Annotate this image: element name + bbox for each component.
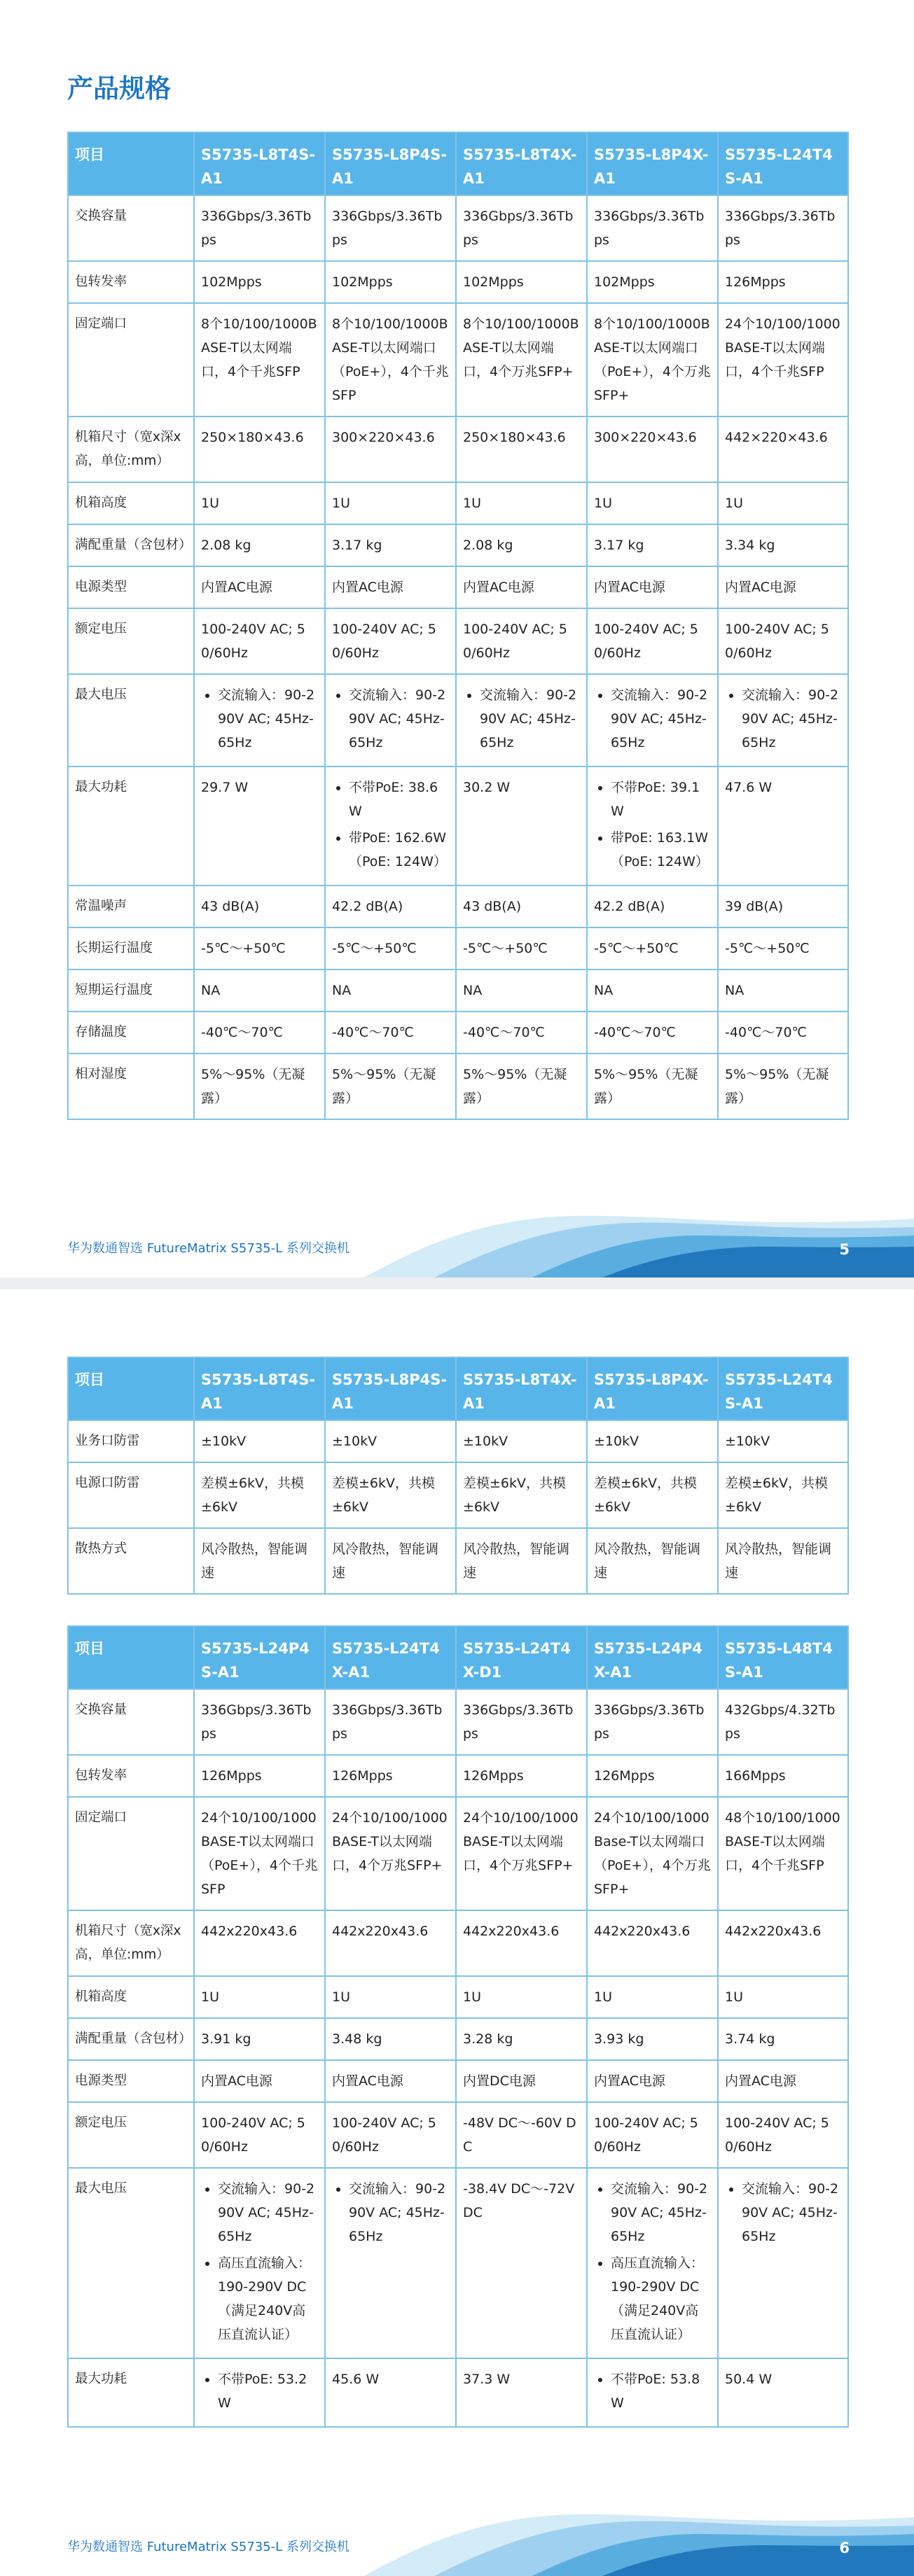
row-label: 短期运行温度 (68, 969, 194, 1011)
table-cell: 3.34 kg (718, 524, 848, 566)
cell-bullet-item: • 交流输入：90-290V AC; 45Hz-65Hz (349, 683, 449, 755)
table-cell (587, 766, 718, 886)
table-cell: 102Mpps (456, 261, 587, 303)
table-cell: 336Gbps/3.36Tbps (587, 195, 718, 261)
table-cell: 1U (325, 482, 456, 524)
cell-bullet-item: • 不带PoE: 53.8W (611, 2367, 711, 2415)
table-cell: 39 dB(A) (718, 886, 848, 927)
cell-bullet-list (594, 776, 711, 874)
table-cell: -5℃～+50℃ (718, 927, 848, 969)
table-cell: -5℃～+50℃ (587, 927, 718, 969)
table-cell: 5%～95%（无凝露） (587, 1054, 718, 1119)
table-cell (587, 674, 718, 766)
table-cell: 内置DC电源 (456, 2060, 587, 2102)
table-row (68, 766, 848, 886)
column-header-model: S5735-L24T4X-D1 (456, 1626, 587, 1689)
table-cell: -38.4V DC～-72V DC (456, 2168, 587, 2358)
row-label: 包转发率 (68, 261, 194, 303)
row-label: 电源类型 (68, 2060, 194, 2102)
table-cell: 1U (587, 1976, 718, 2018)
table-row (68, 674, 848, 766)
table-cell: 内置AC电源 (718, 2060, 848, 2102)
table-cell: 1U (456, 1976, 587, 2018)
table-cell: 1U (718, 1976, 848, 2018)
table-cell: 24个10/100/1000BASE-T以太网端口（PoE+），4个千兆SFP (194, 1797, 325, 1910)
cell-bullet-item: • 不带PoE: 53.2W (218, 2367, 318, 2415)
table-cell: 432Gbps/4.32Tbps (718, 1689, 848, 1755)
table-cell: 3.48 kg (325, 2018, 456, 2060)
table-row (68, 1011, 848, 1054)
spec-table-continued (67, 1357, 849, 1595)
table-cell: 1U (325, 1976, 456, 2018)
table-cell: 336Gbps/3.36Tbps (456, 195, 587, 261)
cell-bullet-item: • 不带PoE: 39.1W (611, 776, 711, 823)
column-header-model: S5735-L24P4S-A1 (194, 1626, 325, 1689)
cell-bullet-list (201, 2367, 318, 2415)
table-cell: 43 dB(A) (194, 886, 325, 927)
table-cell: 300×220×43.6 (325, 416, 456, 482)
cell-bullet-item: • 交流输入：90-290V AC; 45Hz-65Hz (218, 683, 318, 755)
row-label: 额定电压 (68, 608, 194, 674)
table-cell: 内置AC电源 (194, 566, 325, 608)
cell-bullet-item: • 不带PoE: 38.6W (349, 776, 449, 823)
table-cell (718, 2168, 848, 2358)
table-cell: 风冷散热，智能调速 (587, 1528, 718, 1594)
table-cell: -40℃～70℃ (718, 1011, 848, 1054)
table-cell: 差模±6kV，共模±6kV (587, 1462, 718, 1528)
cell-bullet-item: • 高压直流输入：190-290V DC（满足240V高压直流认证） (218, 2251, 318, 2346)
table-cell: 8个10/100/1000BASE-T以太网端口（PoE+），4个千兆SFP (325, 303, 456, 416)
column-header-model: S5735-L8T4X-A1 (456, 132, 587, 195)
page-footer (0, 1208, 914, 1278)
column-header-model: S5735-L24T4S-A1 (718, 1357, 848, 1420)
spec-page-6 (0, 1289, 914, 2576)
column-header-model: S5735-L8T4S-A1 (194, 132, 325, 195)
table-cell: 风冷散热，智能调速 (325, 1528, 456, 1594)
table-row (68, 303, 848, 416)
table-header-row (68, 1626, 848, 1689)
table-cell: 1U (194, 482, 325, 524)
row-label: 电源类型 (68, 566, 194, 608)
table-cell: -40℃～70℃ (194, 1011, 325, 1054)
row-label: 机箱尺寸（宽x深x高，单位:mm） (68, 416, 194, 482)
table-cell: 风冷散热，智能调速 (194, 1528, 325, 1594)
row-label: 额定电压 (68, 2102, 194, 2168)
table-cell: 48个10/100/1000BASE-T以太网端口，4个千兆SFP (718, 1797, 848, 1910)
table-cell: 100-240V AC; 50/60Hz (325, 2102, 456, 2168)
table-cell: 442x220x43.6 (718, 1910, 848, 1976)
table-cell: 336Gbps/3.36Tbps (587, 1689, 718, 1755)
table-cell: 5%～95%（无凝露） (718, 1054, 848, 1119)
table-cell: 5%～95%（无凝露） (456, 1054, 587, 1119)
page-title: 产品规格 (67, 74, 171, 104)
row-label: 固定端口 (68, 303, 194, 416)
spec-page-5 (0, 0, 914, 1278)
cell-bullet-list (332, 683, 449, 755)
table-cell: 内置AC电源 (587, 566, 718, 608)
table-cell: 24个10/100/1000BASE-T以太网端口，4个万兆SFP+ (456, 1797, 587, 1910)
row-label: 交换容量 (68, 195, 194, 261)
cell-bullet-item: • 交流输入：90-290V AC; 45Hz-65Hz (742, 2177, 841, 2248)
table-cell: -5℃～+50℃ (456, 927, 587, 969)
table-cell: NA (325, 969, 456, 1011)
table-cell: 300×220×43.6 (587, 416, 718, 482)
cell-bullet-list (201, 2177, 318, 2346)
table-cell (325, 766, 456, 886)
page-number: 5 (839, 1241, 850, 1258)
table-cell: 336Gbps/3.36Tbps (194, 195, 325, 261)
page-footer (0, 2506, 914, 2576)
table-cell: 336Gbps/3.36Tbps (718, 195, 848, 261)
table-row (68, 195, 848, 261)
table-cell: NA (194, 969, 325, 1011)
table-row (68, 524, 848, 566)
table-cell: -40℃～70℃ (456, 1011, 587, 1054)
cell-bullet-item: • 交流输入：90-290V AC; 45Hz-65Hz (742, 683, 841, 755)
table-cell: 126Mpps (456, 1755, 587, 1797)
table-cell: NA (587, 969, 718, 1011)
table-cell: 1U (587, 482, 718, 524)
table-cell: 1U (718, 482, 848, 524)
table-cell: 3.28 kg (456, 2018, 587, 2060)
table-row (68, 482, 848, 524)
row-label: 满配重量（含包材） (68, 524, 194, 566)
table-cell (456, 674, 587, 766)
table-cell: 内置AC电源 (587, 2060, 718, 2102)
cell-bullet-list (463, 683, 580, 755)
table-cell: 差模±6kV，共模±6kV (194, 1462, 325, 1528)
cell-bullet-list (594, 2367, 711, 2415)
table-cell: 100-240V AC; 50/60Hz (718, 2102, 848, 2168)
column-header-item: 项目 (68, 1626, 194, 1689)
table-cell: 442x220x43.6 (325, 1910, 456, 1976)
row-label: 固定端口 (68, 1797, 194, 1910)
table-cell: 126Mpps (718, 261, 848, 303)
table-cell: 100-240V AC; 50/60Hz (456, 608, 587, 674)
cell-bullet-item: • 高压直流输入：190-290V DC（满足240V高压直流认证） (611, 2251, 711, 2346)
column-header-model: S5735-L24T4S-A1 (718, 132, 848, 195)
table-row (68, 1054, 848, 1119)
table-cell: 43 dB(A) (456, 886, 587, 927)
table-cell: 100-240V AC; 50/60Hz (587, 608, 718, 674)
table-cell: NA (718, 969, 848, 1011)
table-cell: 8个10/100/1000BASE-T以太网端口（PoE+），4个万兆SFP+ (587, 303, 718, 416)
spec-table-second (67, 1625, 849, 2428)
table-cell: 差模±6kV，共模±6kV (325, 1462, 456, 1528)
table-cell: 126Mpps (194, 1755, 325, 1797)
cell-bullet-list (332, 2177, 449, 2248)
table-cell: -48V DC～-60V DC (456, 2102, 587, 2168)
table-cell: 102Mpps (194, 261, 325, 303)
table-cell: 内置AC电源 (456, 566, 587, 608)
row-label: 满配重量（含包材） (68, 2018, 194, 2060)
table-row (68, 1976, 848, 2018)
table-header-row (68, 132, 848, 195)
table-cell: 100-240V AC; 50/60Hz (325, 608, 456, 674)
table-cell: 差模±6kV，共模±6kV (456, 1462, 587, 1528)
table-row (68, 2018, 848, 2060)
table-row (68, 2168, 848, 2358)
column-header-item: 项目 (68, 132, 194, 195)
table-cell: ±10kV (587, 1420, 718, 1462)
column-header-model: S5735-L8T4S-A1 (194, 1357, 325, 1420)
cell-bullet-list (201, 683, 318, 755)
table-cell: 30.2 W (456, 766, 587, 886)
table-cell: 47.6 W (718, 766, 848, 886)
cell-bullet-item: • 带PoE: 162.6W（PoE: 124W） (349, 826, 449, 874)
table-cell: 24个10/100/1000BASE-T以太网端口，4个万兆SFP+ (325, 1797, 456, 1910)
cell-bullet-item: • 交流输入：90-290V AC; 45Hz-65Hz (349, 2177, 449, 2248)
column-header-model: S5735-L24T4X-A1 (325, 1626, 456, 1689)
table-cell: 250×180×43.6 (456, 416, 587, 482)
table-cell: ±10kV (718, 1420, 848, 1462)
table-cell: -5℃～+50℃ (194, 927, 325, 969)
table-cell: 100-240V AC; 50/60Hz (718, 608, 848, 674)
footer-document-title: 华为数通智选 FutureMatrix S5735-L 系列交换机 (67, 1241, 349, 1256)
table-cell: 1U (194, 1976, 325, 2018)
row-label: 机箱尺寸（宽x深x高，单位:mm） (68, 1910, 194, 1976)
row-label: 包转发率 (68, 1755, 194, 1797)
table-cell: 8个10/100/1000BASE-T以太网端口，4个千兆SFP (194, 303, 325, 416)
table-cell (194, 2168, 325, 2358)
table-row (68, 2358, 848, 2427)
cell-bullet-list (725, 2177, 841, 2248)
table-cell (718, 674, 848, 766)
table-cell: 336Gbps/3.36Tbps (325, 195, 456, 261)
table-cell: 2.08 kg (194, 524, 325, 566)
table-cell: 内置AC电源 (325, 566, 456, 608)
table-cell (325, 674, 456, 766)
cell-bullet-item: • 交流输入：90-290V AC; 45Hz-65Hz (218, 2177, 318, 2248)
row-label: 机箱高度 (68, 1976, 194, 2018)
cell-bullet-item: • 带PoE: 163.1W（PoE: 124W） (611, 826, 711, 874)
table-cell (194, 674, 325, 766)
table-row (68, 1528, 848, 1594)
table-cell: 100-240V AC; 50/60Hz (194, 2102, 325, 2168)
table-row (68, 2102, 848, 2168)
cell-bullet-list (332, 776, 449, 874)
table-row (68, 1462, 848, 1528)
table-cell: ±10kV (325, 1420, 456, 1462)
table-cell: 100-240V AC; 50/60Hz (194, 608, 325, 674)
row-label: 电源口防雷 (68, 1462, 194, 1528)
table-cell: 3.17 kg (587, 524, 718, 566)
table-cell: 442x220x43.6 (587, 1910, 718, 1976)
page-number: 6 (839, 2540, 850, 2556)
table-cell: 102Mpps (325, 261, 456, 303)
table-cell: 250×180×43.6 (194, 416, 325, 482)
row-label: 最大功耗 (68, 766, 194, 886)
table-row (68, 566, 848, 608)
table-row (68, 416, 848, 482)
table-cell: 336Gbps/3.36Tbps (456, 1689, 587, 1755)
row-label: 散热方式 (68, 1528, 194, 1594)
table-cell: 442x220x43.6 (456, 1910, 587, 1976)
column-header-model: S5735-L8T4X-A1 (456, 1357, 587, 1420)
table-cell: 42.2 dB(A) (587, 886, 718, 927)
table-row (68, 2060, 848, 2102)
table-cell (587, 2168, 718, 2358)
table-row (68, 886, 848, 927)
row-label: 长期运行温度 (68, 927, 194, 969)
table-cell: 内置AC电源 (718, 566, 848, 608)
row-label: 业务口防雷 (68, 1420, 194, 1462)
table-cell: 3.74 kg (718, 2018, 848, 2060)
table-cell: 336Gbps/3.36Tbps (194, 1689, 325, 1755)
table-cell: 45.6 W (325, 2358, 456, 2427)
column-header-model: S5735-L8P4S-A1 (325, 132, 456, 195)
table-cell: 24个10/100/1000Base-T以太网端口（PoE+），4个万兆SFP+ (587, 1797, 718, 1910)
table-row (68, 927, 848, 969)
table-cell: 差模±6kV，共模±6kV (718, 1462, 848, 1528)
table-cell: 3.93 kg (587, 2018, 718, 2060)
table-cell: 8个10/100/1000BASE-T以太网端口，4个万兆SFP+ (456, 303, 587, 416)
row-label: 最大电压 (68, 674, 194, 766)
row-label: 最大功耗 (68, 2358, 194, 2427)
table-cell: 1U (456, 482, 587, 524)
table-cell: 内置AC电源 (194, 2060, 325, 2102)
column-header-item: 项目 (68, 1357, 194, 1420)
row-label: 相对湿度 (68, 1054, 194, 1119)
table-cell: 5%～95%（无凝露） (194, 1054, 325, 1119)
table-row (68, 969, 848, 1011)
table-cell: -40℃～70℃ (587, 1011, 718, 1054)
table-cell: 风冷散热，智能调速 (718, 1528, 848, 1594)
table-cell (194, 2358, 325, 2427)
table-cell: 42.2 dB(A) (325, 886, 456, 927)
table-cell: 50.4 W (718, 2358, 848, 2427)
table-cell: 442×220×43.6 (718, 416, 848, 482)
cell-bullet-list (594, 2177, 711, 2346)
table-row (68, 1797, 848, 1910)
row-label: 存储温度 (68, 1011, 194, 1054)
table-cell: 3.17 kg (325, 524, 456, 566)
row-label: 交换容量 (68, 1689, 194, 1755)
table-cell: 37.3 W (456, 2358, 587, 2427)
table-cell: 100-240V AC; 50/60Hz (587, 2102, 718, 2168)
table-cell: 风冷散热，智能调速 (456, 1528, 587, 1594)
table-cell: 126Mpps (587, 1755, 718, 1797)
column-header-model: S5735-L24P4X-A1 (587, 1626, 718, 1689)
table-cell: 24个10/100/1000BASE-T以太网端口，4个千兆SFP (718, 303, 848, 416)
table-cell: 2.08 kg (456, 524, 587, 566)
cell-bullet-item: • 交流输入：90-290V AC; 45Hz-65Hz (611, 683, 711, 755)
row-label: 常温噪声 (68, 886, 194, 927)
column-header-model: S5735-L8P4S-A1 (325, 1357, 456, 1420)
spec-table (67, 132, 849, 1120)
table-cell: ±10kV (194, 1420, 325, 1462)
table-cell: 166Mpps (718, 1755, 848, 1797)
footer-document-title: 华为数通智选 FutureMatrix S5735-L 系列交换机 (67, 2540, 349, 2554)
table-cell (325, 2168, 456, 2358)
row-label: 机箱高度 (68, 482, 194, 524)
cell-bullet-list (725, 683, 841, 755)
table-cell: 5%～95%（无凝露） (325, 1054, 456, 1119)
table-row (68, 1910, 848, 1976)
table-cell: 442x220x43.6 (194, 1910, 325, 1976)
table-cell (587, 2358, 718, 2427)
column-header-model: S5735-L8P4X-A1 (587, 132, 718, 195)
column-header-model: S5735-L8P4X-A1 (587, 1357, 718, 1420)
cell-bullet-item: • 交流输入：90-290V AC; 45Hz-65Hz (480, 683, 580, 755)
table-cell: 126Mpps (325, 1755, 456, 1797)
table-cell: 3.91 kg (194, 2018, 325, 2060)
table-row (68, 1755, 848, 1797)
table-row (68, 1689, 848, 1755)
table-header-row (68, 1357, 848, 1420)
cell-bullet-list (594, 683, 711, 755)
table-cell: 内置AC电源 (325, 2060, 456, 2102)
table-row (68, 261, 848, 303)
table-cell: 336Gbps/3.36Tbps (325, 1689, 456, 1755)
table-row (68, 608, 848, 674)
row-label: 最大电压 (68, 2168, 194, 2358)
table-cell: 102Mpps (587, 261, 718, 303)
column-header-model: S5735-L48T4S-A1 (718, 1626, 848, 1689)
cell-bullet-item: • 交流输入：90-290V AC; 45Hz-65Hz (611, 2177, 711, 2248)
table-cell: 29.7 W (194, 766, 325, 886)
table-cell: ±10kV (456, 1420, 587, 1462)
table-cell: -40℃～70℃ (325, 1011, 456, 1054)
table-cell: -5℃～+50℃ (325, 927, 456, 969)
table-row (68, 1420, 848, 1462)
table-cell: NA (456, 969, 587, 1011)
